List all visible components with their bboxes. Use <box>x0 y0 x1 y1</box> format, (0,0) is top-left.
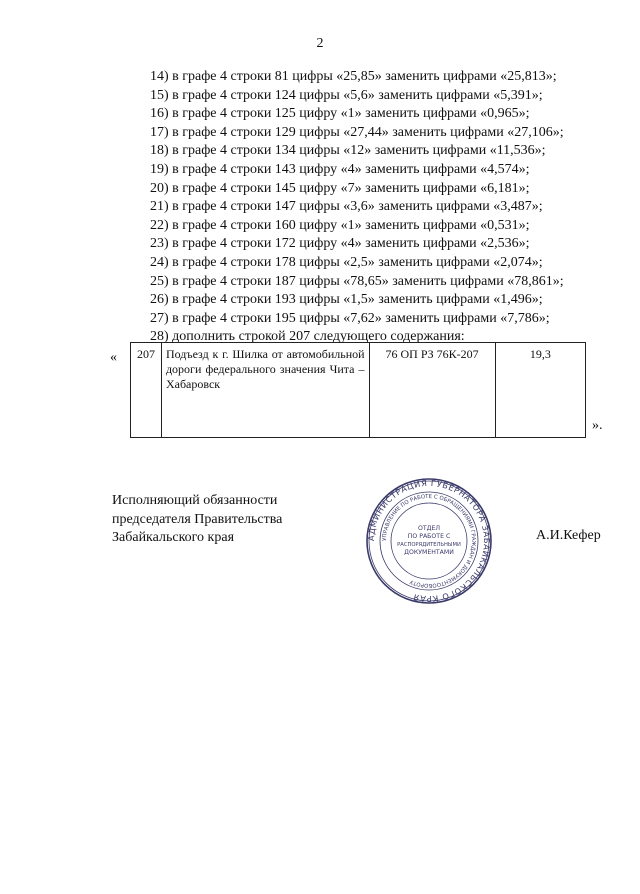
length-cell: 19,3 <box>495 343 585 438</box>
amendment-list <box>150 68 620 347</box>
page-number: 2 <box>316 36 324 51</box>
open-quote: « <box>110 350 117 365</box>
signer-title-line: председателя Правительства <box>112 511 283 527</box>
list-item: 16) в графе 4 строки 125 цифру «1» заменить цифрами «0,965»; <box>150 106 530 122</box>
table-row <box>131 343 586 438</box>
list-item: 22) в графе 4 строки 160 цифру «1» заменить цифрами «0,531»; <box>150 217 530 233</box>
list-item: 18) в графе 4 строки 134 цифры «12» заменить цифрами «11,536»; <box>150 143 546 159</box>
signer-title <box>112 492 282 548</box>
stamp-outer-text: АДМИНИСТРАЦИЯ ГУБЕРНАТОРА ЗАБАЙКАЛЬСКОГО КРАЯ <box>365 477 493 605</box>
list-item: 27) в графе 4 строки 195 цифры «7,62» заменить цифрами «7,786»; <box>150 310 550 326</box>
amendment-table <box>130 342 586 438</box>
stamp-inner-text: УПРАВЛЕНИЕ ПО РАБОТЕ С ОБРАЩЕНИЯМИ ГРАЖДАН И ДОКУМЕНТООБОРОТУ <box>381 493 477 589</box>
list-item: 20) в графе 4 строки 145 цифру «7» заменить цифрами «6,181»; <box>150 180 530 196</box>
stamp-center-line: РАСПОРЯДИТЕЛЬНЫМИ <box>397 542 461 548</box>
list-item: 28) дополнить строкой 207 следующего содержания: <box>150 329 465 345</box>
svg-text:УПРАВЛЕНИЕ ПО РАБОТЕ С ОБРАЩЕН <box>382 494 476 588</box>
stamp-center-line: ОТДЕЛ <box>417 525 441 532</box>
list-item: 17) в графе 4 строки 129 цифры «27,44» заменить цифрами «27,106»; <box>150 124 564 140</box>
list-item: 25) в графе 4 строки 187 цифры «78,65» заменить цифрами «78,861»; <box>150 273 564 289</box>
list-item: 15) в графе 4 строки 124 цифры «5,6» заменить цифрами «5,391»; <box>150 87 543 103</box>
list-item: 23) в графе 4 строки 172 цифру «4» заменить цифрами «2,536»; <box>150 236 530 252</box>
list-item: 21) в графе 4 строки 147 цифры «3,6» заменить цифрами «3,487»; <box>150 199 543 215</box>
list-item: 24) в графе 4 строки 178 цифры «2,5» заменить цифрами «2,074»; <box>150 254 543 270</box>
stamp-seal <box>364 476 494 606</box>
signer-name: А.И.Кефер <box>536 528 601 543</box>
list-item: 14) в графе 4 строки 81 цифры «25,85» заменить цифрами «25,813»; <box>150 69 557 84</box>
list-item: 26) в графе 4 строки 193 цифры «1,5» заменить цифрами «1,496»; <box>150 292 543 308</box>
stamp-center-line: ПО РАБОТЕ С <box>407 533 451 540</box>
close-quote: ». <box>592 418 603 433</box>
stamp-center-line: ДОКУМЕНТАМИ <box>404 549 454 556</box>
signer-title-line: Забайкальского края <box>112 530 235 546</box>
signer-title-line: Исполняющий обязанности <box>112 493 278 508</box>
road-name-cell: Подъезд к г. Шилка от автомобильной дороги федерального значения Чита – Хабаровск <box>161 343 369 438</box>
list-item: 19) в графе 4 строки 143 цифру «4» заменить цифрами «4,574»; <box>150 161 530 177</box>
row-number-cell: 207 <box>131 343 162 438</box>
official-stamp <box>364 476 494 606</box>
road-code-cell: 76 ОП РЗ 76К-207 <box>369 343 495 438</box>
